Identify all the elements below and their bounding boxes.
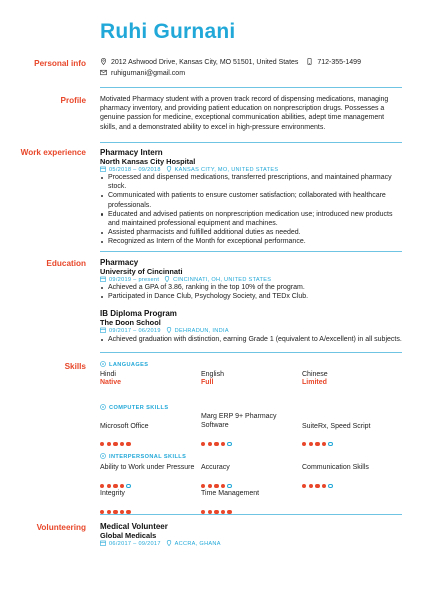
section-divider xyxy=(100,251,402,252)
rating-dot-filled xyxy=(322,442,326,446)
list-item: Educated and advised patients on nonprescription medication use; introduced new products and maintained professional equipment and machines. xyxy=(100,210,402,228)
skills-heading-languages: LANGUAGES xyxy=(100,361,148,369)
location-pin-icon xyxy=(164,276,170,282)
rating-dot-filled xyxy=(302,484,306,488)
section-label-profile: Profile xyxy=(60,96,86,105)
section-divider xyxy=(100,142,402,143)
skill-name: Marg ERP 9+ Pharmacy Software xyxy=(201,413,277,429)
location-pin-icon xyxy=(100,58,107,65)
volunteer-location: ACCRA, GHANA xyxy=(174,541,221,547)
rating-dot-filled xyxy=(315,442,319,446)
skill-name: SuiteRx, Speed Script xyxy=(302,423,371,430)
rating-dot-filled xyxy=(214,484,218,488)
section-label-skills: Skills xyxy=(64,362,86,371)
education-meta xyxy=(100,327,229,335)
volunteer-dates: 06/2017 – 09/2017 xyxy=(109,541,161,547)
employer: North Kansas City Hospital xyxy=(100,157,196,166)
language-name: Hindi xyxy=(100,371,116,378)
rating-dot-filled xyxy=(221,442,225,446)
skill-rating xyxy=(201,501,234,507)
list-item: Assisted pharmacists and fulfilled additional duties as needed. xyxy=(100,228,402,237)
language-level: Native xyxy=(100,379,122,386)
calendar-icon xyxy=(100,540,106,546)
rating-dot-filled xyxy=(309,442,313,446)
skill-name: Integrity xyxy=(100,490,125,497)
email-line xyxy=(100,69,185,78)
rating-dot-filled xyxy=(107,442,111,446)
volunteer-meta xyxy=(100,540,221,548)
skill-rating xyxy=(100,433,133,439)
section-label-volunteering: Volunteering xyxy=(36,523,86,532)
rating-dot-filled xyxy=(120,484,124,488)
job-title: Pharmacy Intern xyxy=(100,148,163,157)
rating-dot-filled xyxy=(126,442,130,446)
language-level: Full xyxy=(201,379,214,386)
rating-dot-empty xyxy=(227,442,231,446)
school-name: The Doon School xyxy=(100,318,161,327)
section-label-work-experience: Work experience xyxy=(20,148,86,157)
job-dates: 05/2018 – 09/2018 xyxy=(109,167,161,173)
rating-dot-empty xyxy=(328,442,332,446)
rating-dot-filled xyxy=(208,442,212,446)
rating-dot-empty xyxy=(328,484,332,488)
candidate-name: Ruhi Gurnani xyxy=(100,20,236,43)
education-bullets xyxy=(100,335,402,344)
info-circle-icon xyxy=(100,453,106,459)
rating-dot-empty xyxy=(126,484,130,488)
location-pin-icon xyxy=(166,166,172,172)
rating-dot-filled xyxy=(322,484,326,488)
education-dates: 09/2019 – present xyxy=(109,277,160,283)
job-bullets xyxy=(100,173,402,247)
section-divider xyxy=(100,87,402,88)
email: ruhigurnani@gmail.com xyxy=(111,70,186,77)
location-pin-icon xyxy=(166,540,172,546)
contact-line xyxy=(100,58,361,67)
section-divider xyxy=(100,514,402,515)
volunteer-role: Medical Volunteer xyxy=(100,522,168,531)
calendar-icon xyxy=(100,166,106,172)
skill-rating xyxy=(302,475,335,481)
skills-heading-computer: COMPUTER SKILLS xyxy=(100,404,168,412)
degree-title: IB Diploma Program xyxy=(100,309,177,318)
list-item: Processed and dispensed medications, transferred prescriptions, and maintained pharmacy stock. xyxy=(100,173,402,191)
list-item: Communicated with patients to ensure customer satisfaction; collaborated with healthcare professionals. xyxy=(100,191,402,209)
rating-dot-filled xyxy=(120,442,124,446)
language-name: Chinese xyxy=(302,371,328,378)
language-level: Limited xyxy=(302,379,327,386)
skill-name: Communication Skills xyxy=(302,464,369,471)
education-dates: 09/2017 – 06/2019 xyxy=(109,328,161,334)
skill-rating xyxy=(100,501,133,507)
list-item: Achieved graduation with distinction, earning Grade 1 (equivalent to A/excellent) in all subjects. xyxy=(100,335,402,344)
skills-heading-interpersonal: INTERPERSONAL SKILLS xyxy=(100,453,186,461)
rating-dot-filled xyxy=(113,484,117,488)
rating-dot-filled xyxy=(107,484,111,488)
section-label-personal-info: Personal info xyxy=(34,59,86,68)
rating-dot-filled xyxy=(309,484,313,488)
rating-dot-filled xyxy=(315,484,319,488)
skill-name: Accuracy xyxy=(201,464,230,471)
language-name: English xyxy=(201,371,224,378)
skill-rating xyxy=(201,475,234,481)
job-location: KANSAS CITY, MO, UNITED STATES xyxy=(174,167,279,173)
list-item: Recognized as Intern of the Month for exceptional performance. xyxy=(100,237,402,246)
volunteer-org: Global Medicals xyxy=(100,531,157,540)
profile-summary: Motivated Pharmacy student with a proven track record of dispensing medications, managing pharmacy inventory, and providing patient education on nonprescription drugs. Possesses a genuine passion for medicine, exceptional communication abilities, adept time management skills, and a demonstrated ability to excel in high-pressure environments. xyxy=(100,96,389,131)
degree-title: Pharmacy xyxy=(100,258,139,267)
info-circle-icon xyxy=(100,361,106,367)
skill-rating xyxy=(302,433,335,439)
phone: 712-355-1499 xyxy=(317,59,361,66)
education-location: DEHRADUN, INDIA xyxy=(174,328,229,334)
list-item: Achieved a GPA of 3.86, ranking in the top 10% of the program. xyxy=(100,283,402,292)
rating-dot-filled xyxy=(113,442,117,446)
rating-dot-filled xyxy=(100,442,104,446)
rating-dot-filled xyxy=(208,484,212,488)
school-name: University of Cincinnati xyxy=(100,267,183,276)
calendar-icon xyxy=(100,327,106,333)
address: 2012 Ashwood Drive, Kansas City, MO 51501, United States xyxy=(111,59,299,66)
skill-name: Microsoft Office xyxy=(100,423,149,430)
info-circle-icon xyxy=(100,404,106,410)
skill-name: Ability to Work under Pressure xyxy=(100,464,195,471)
skill-rating xyxy=(100,475,133,481)
mail-icon xyxy=(100,69,107,76)
education-location: CINCINNATI, OH, UNITED STATES xyxy=(173,277,272,283)
rating-dot-filled xyxy=(201,484,205,488)
rating-dot-filled xyxy=(201,442,205,446)
rating-dot-filled xyxy=(221,484,225,488)
rating-dot-filled xyxy=(214,442,218,446)
section-divider xyxy=(100,352,402,353)
skill-rating xyxy=(201,433,234,439)
section-label-education: Education xyxy=(46,259,86,268)
phone-icon xyxy=(306,58,313,65)
list-item: Participated in Dance Club, Psychology Society, and TEDx Club. xyxy=(100,292,402,301)
education-bullets xyxy=(100,283,402,301)
rating-dot-empty xyxy=(227,484,231,488)
rating-dot-filled xyxy=(302,442,306,446)
rating-dot-filled xyxy=(100,484,104,488)
skill-name: Time Management xyxy=(201,490,260,497)
location-pin-icon xyxy=(166,327,172,333)
calendar-icon xyxy=(100,276,106,282)
